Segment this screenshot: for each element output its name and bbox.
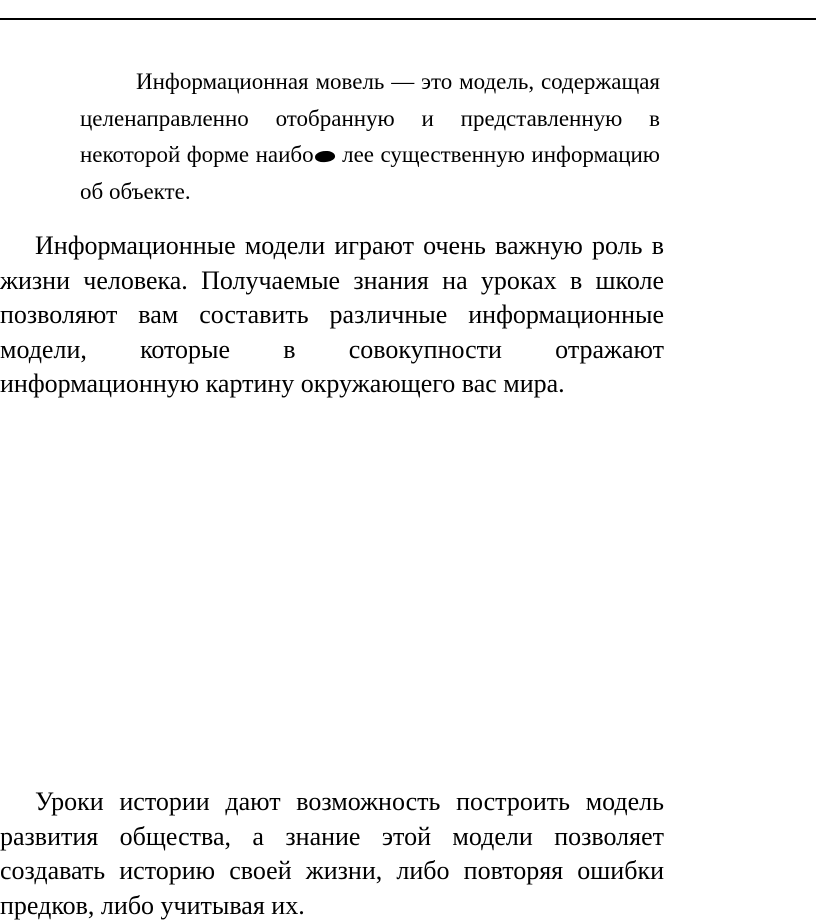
ink-blot-mark — [314, 150, 335, 164]
body-paragraph-2: Уроки истории дают возможность построить модель развития общества, а знание этой модели позволяет создавать историю своей жизни, либо повторяя ошибки предков, либо учитывая их. — [0, 787, 664, 920]
definition-text-part-2: лее существенную информацию об объекте. — [80, 142, 660, 204]
top-divider — [0, 18, 816, 20]
definition-paragraph — [80, 64, 660, 210]
definition-text-part-1: Информационная мовель — это модель, содержащая целенаправленно отобранную и представленную в некоторой форме наибо — [80, 69, 660, 167]
body-paragraph-1: Информационные модели играют очень важную роль в жизни человека. Получаемые знания на уроках в школе позволяют вам составить различные информационные модели, которые в совокупности отражают информационную картину окружающего вас мира. — [0, 231, 664, 399]
